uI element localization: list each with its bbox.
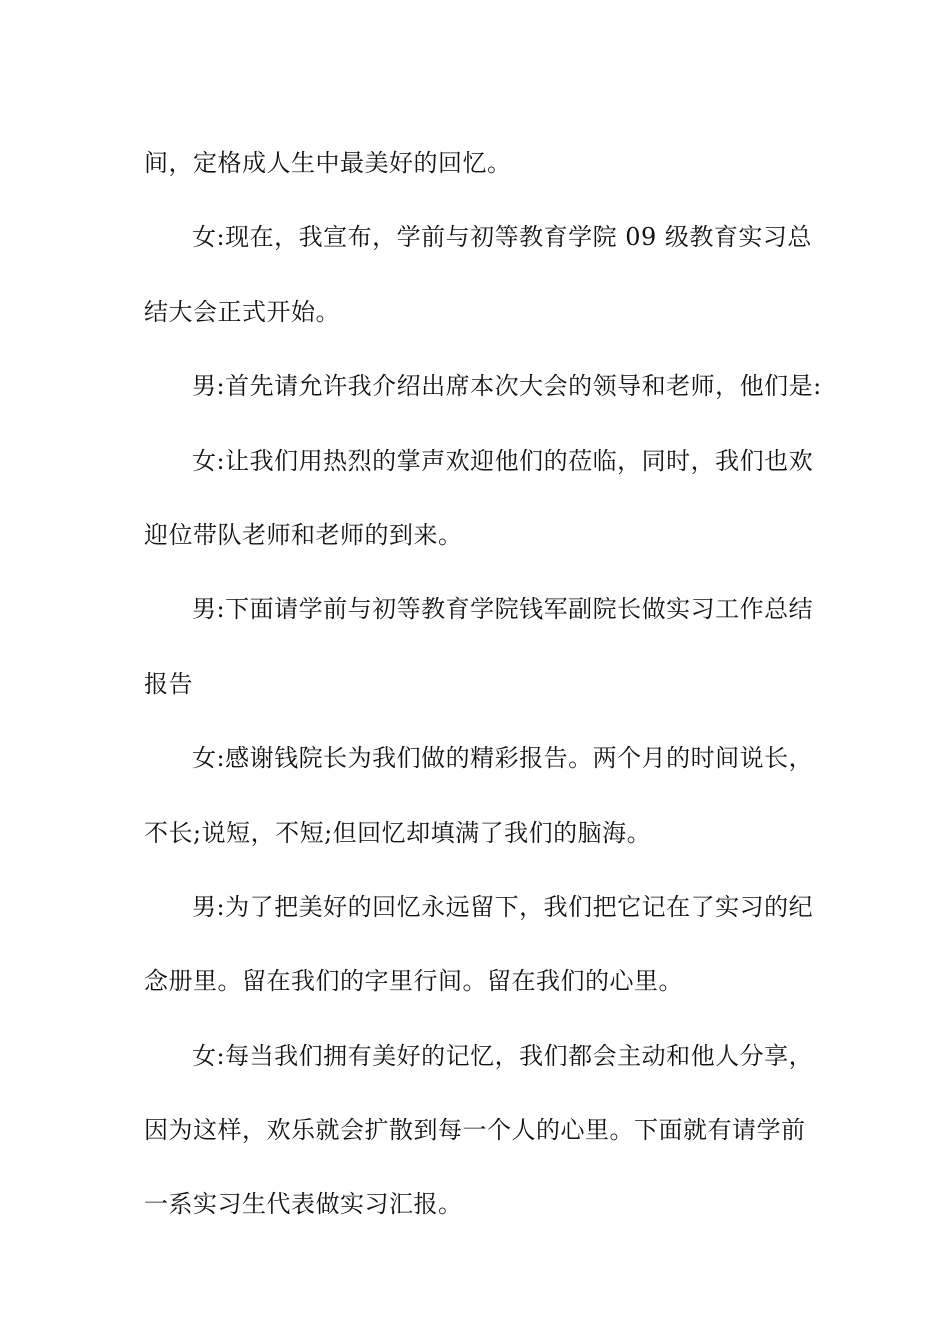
text-line: 女:每当我们拥有美好的记忆，我们都会主动和他人分享， (192, 1041, 814, 1070)
text-line: 结大会正式开始。 (144, 297, 340, 326)
text-line: 女:现在，我宣布，学前与初等教育学院 09 级教育实习总 (192, 223, 812, 252)
text-line: 不长;说短，不短;但回忆却填满了我们的脑海。 (144, 818, 652, 847)
text-line: 男:为了把美好的回忆永远留下，我们把它记在了实习的纪 (192, 892, 814, 921)
text-line: 间，定格成人生中最美好的回忆。 (144, 149, 512, 177)
text-line: 报告 (144, 669, 193, 698)
text-line: 女:让我们用热烈的掌声欢迎他们的莅临，同时，我们也欢 (192, 446, 814, 475)
text-line: 因为这样，欢乐就会扩散到每一个人的心里。下面就有请学前 (144, 1116, 806, 1145)
text-line: 女:感谢钱院长为我们做的精彩报告。两个月的时间说长， (192, 744, 814, 773)
text-line: 迎位带队老师和老师的到来。 (144, 520, 463, 549)
text-line: 男:下面请学前与初等教育学院钱军副院长做实习工作总结 (192, 595, 814, 624)
text-line: 男:首先请允许我介绍出席本次大会的领导和老师，他们是: (192, 372, 822, 401)
text-line: 念册里。留在我们的字里行间。留在我们的心里。 (144, 967, 683, 996)
document-body (144, 126, 822, 1242)
text-line: 一系实习生代表做实习汇报。 (144, 1190, 463, 1219)
